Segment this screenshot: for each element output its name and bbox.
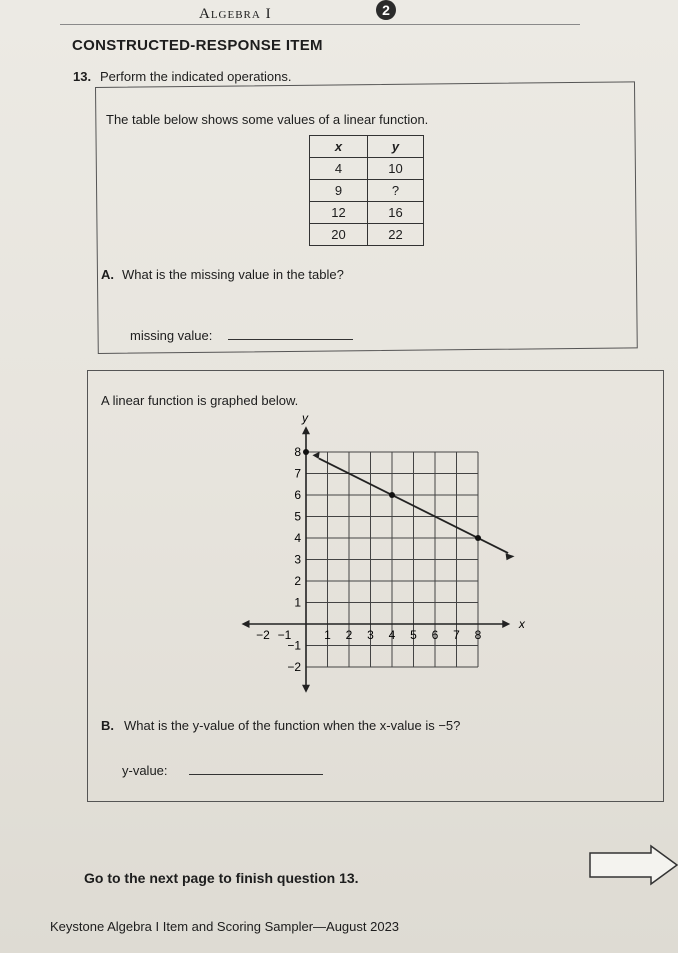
table-row [310,158,424,180]
part-b-letter: B. [101,718,114,733]
item-prompt: Perform the indicated operations. [100,69,292,84]
x-tick-label: 3 [367,628,374,642]
line-arrow-icon [506,553,515,560]
y-axis-label: y [302,410,308,425]
table-cell: 22 [368,224,424,246]
table-cell: 4 [310,158,368,180]
x-tick-label: 5 [410,628,417,642]
y-tick-label: 2 [294,574,301,588]
y-tick-label: −1 [287,638,301,653]
table-row [310,224,424,246]
function-point [475,535,481,541]
x-axis-label: x [518,617,525,631]
table-row [310,202,424,224]
header-rule [60,24,580,25]
x-tick-label: 8 [474,628,482,642]
next-page-arrow-icon [589,845,678,885]
part-a-answer-label: missing value: [130,328,213,343]
table-header-y: y [368,136,424,158]
table-row [310,180,424,202]
y-tick-label: 7 [294,466,301,481]
x-tick-label: 7 [453,628,460,642]
footer-source: Keystone Algebra I Item and Scoring Sampler—August 2023 [50,919,400,934]
part-b-answer-blank[interactable] [189,774,323,775]
y-tick-label: 5 [294,509,301,524]
table-header-row [310,136,424,158]
y-tick-label: 8 [294,445,301,459]
function-point [303,449,309,455]
x-tick-label: 2 [345,628,353,642]
x-axis-arrow-icon [502,620,510,628]
page-number-badge: 2 [376,0,396,20]
table-cell: 20 [310,224,368,246]
item-number: 13. [73,69,92,84]
part-a-answer-blank[interactable] [228,339,353,340]
part-b-intro: A linear function is graphed below. [101,393,299,408]
x-tick-label: 6 [431,628,439,642]
table-cell: 10 [368,158,424,180]
table-header-x: x [310,136,368,158]
y-tick-label: 4 [294,531,301,545]
part-a-question: What is the missing value in the table? [122,267,344,282]
header-title: Algebra I [199,6,272,22]
part-b-question: What is the y-value of the function when the x-value is −5? [124,718,461,733]
y-tick-label: 1 [294,595,301,610]
table-cell: 12 [310,202,368,224]
table-cell: 16 [368,202,424,224]
section-title: CONSTRUCTED-RESPONSE ITEM [72,37,323,54]
function-graph [250,410,525,695]
table-cell: ? [368,180,424,202]
y-tick-label: −2 [287,660,301,674]
part-a-intro: The table below shows some values of a linear function. [106,112,429,127]
next-page-note: Go to the next page to finish question 13. [84,870,359,886]
function-point [389,492,395,498]
part-b-answer-label: y-value: [122,763,168,778]
y-axis-arrow-icon [302,685,310,693]
x-tick-label: −2 [256,628,270,642]
y-axis-arrow-icon [302,426,310,434]
y-tick-label: 6 [294,488,301,502]
x-tick-label: −1 [277,628,292,642]
values-table [309,135,424,246]
x-tick-label: 4 [388,628,396,642]
graph-function-line [303,449,515,560]
y-tick-label: 3 [294,552,301,567]
table-cell: 9 [310,180,368,202]
part-a-letter: A. [101,267,114,282]
x-tick-label: 1 [324,628,331,642]
